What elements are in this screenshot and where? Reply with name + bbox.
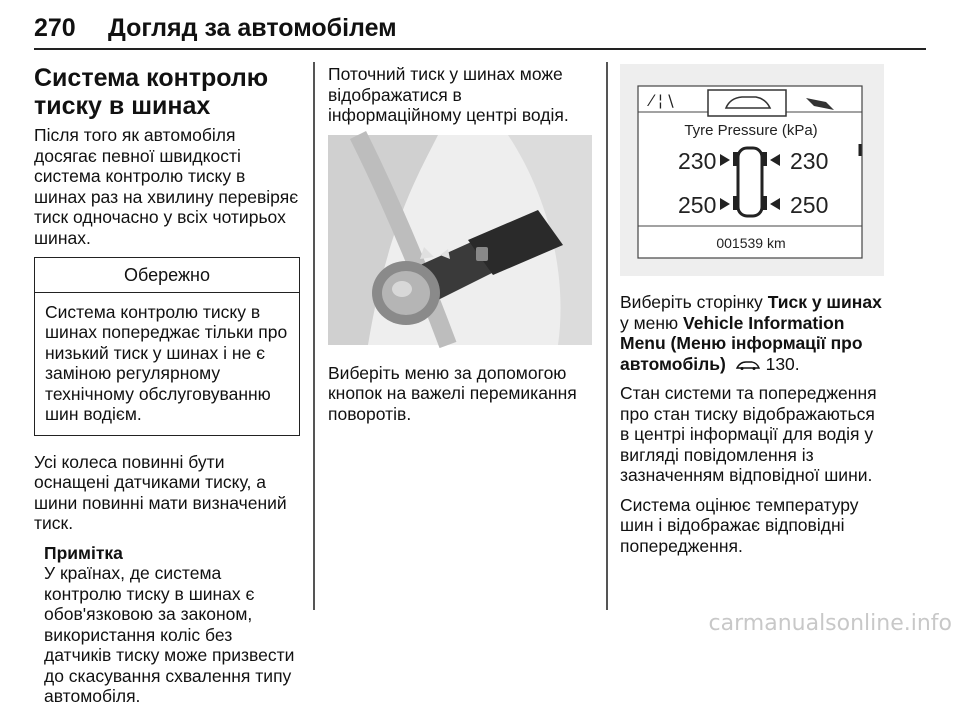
column-divider-1 <box>313 62 315 610</box>
front-left-pressure: 230 <box>678 148 717 174</box>
header-rule <box>34 48 926 50</box>
note-text: У країнах, де система контролю тиску в шинах є обов'язковою за законом, використання коліс без датчиків тиску може призвести до скасування схвалення типу автомобіля. <box>44 563 295 706</box>
select-page-paragraph: Виберіть сторінку Тиск у шинах у меню Vehicle Information Menu (Меню інформації про автомобіль) 130. <box>620 292 882 374</box>
column-divider-2 <box>606 62 608 610</box>
odometer-reading: 001539 km <box>716 235 786 251</box>
caution-title: Обережно <box>35 258 299 293</box>
page-number: 270 <box>34 14 76 42</box>
temperature-paragraph: Система оцінює температуру шин і відображає відповідні попередження. <box>620 494 859 556</box>
tyre-pressure-page-label: Тиск у шинах <box>767 292 882 312</box>
page-title: Догляд за автомобілем <box>108 14 397 42</box>
tyre-pressure-display <box>620 64 884 276</box>
page-reference[interactable]: 130. <box>760 353 800 374</box>
sensors-paragraph: Усі колеса повинні бути оснащені датчиками тиску, а шини повинні мати визначений тиск. <box>34 451 287 533</box>
vehicle-info-menu-label: Vehicle Information Menu (Меню інформації про автомобіль) <box>620 312 863 374</box>
car-reference-icon <box>735 359 761 371</box>
front-right-pressure: 230 <box>790 148 829 174</box>
caution-box <box>34 257 300 436</box>
steering-lever-illustration <box>328 135 592 345</box>
intro-paragraph: Після того як автомобіля досягає певної швидкості система контролю тиску в шинах раз на хвилину перевіряє тиск одночасно у всіх чотирьох шинах. <box>34 125 299 248</box>
page-header <box>34 12 926 54</box>
lever-caption: Виберіть меню за допомогою кнопок на важелі перемикання поворотів. <box>328 362 577 424</box>
note-title: Примітка <box>44 542 123 563</box>
section-heading: Система контролю тиску в шинах <box>34 64 269 120</box>
warning-status-paragraph: Стан системи та попередження про стан тиску відображаються в центрі інформації для водія у вигляді повідомлення із зазначенням відповідної шини. <box>620 383 877 485</box>
caution-text: Система контролю тиску в шинах попереджає тільки про низький тиск у шинах і не є заміною регулярному технічному обслуговуванню шин водієм. <box>45 301 288 424</box>
note-block <box>44 543 300 707</box>
driver-info-display-figure <box>620 64 884 276</box>
watermark: carmanualsonline.info <box>708 611 952 636</box>
left-column <box>34 64 300 707</box>
svg-text:⁄ ¦ \: ⁄ ¦ \ <box>650 91 674 110</box>
display-title: Tyre Pressure (kPa) <box>684 122 818 139</box>
right-column <box>620 64 886 565</box>
turn-signal-lever-photo <box>328 135 592 345</box>
display-intro: Поточний тиск у шинах може відображатися в інформаційному центрі водія. <box>328 64 569 125</box>
middle-column <box>328 64 594 433</box>
rear-left-pressure: 250 <box>678 192 717 218</box>
rear-right-pressure: 250 <box>790 192 829 218</box>
